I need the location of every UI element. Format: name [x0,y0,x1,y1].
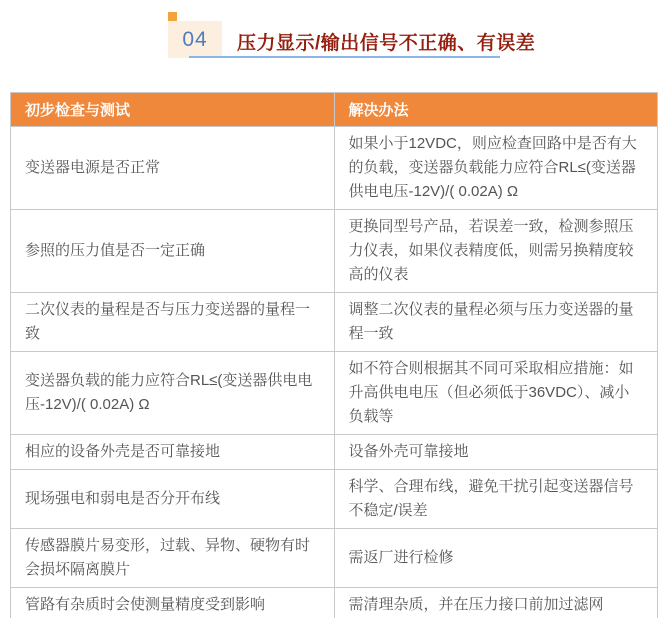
solution-cell: 如果小于12VDC，则应检查回路中是否有大的负载，变送器负载能力应符合RL≤(变送器供电电压-12V)/( 0.02A) Ω [334,127,658,210]
check-cell: 二次仪表的量程是否与压力变送器的量程一致 [11,293,335,352]
check-cell: 相应的设备外壳是否可靠接地 [11,435,335,470]
check-cell: 传感器膜片易变形，过载、异物、硬物有时会损坏隔离膜片 [11,529,335,588]
table-row [11,293,658,352]
check-cell: 现场强电和弱电是否分开布线 [11,470,335,529]
solution-cell: 需清理杂质，并在压力接口前加过滤网 [334,588,658,618]
table-row [11,529,658,588]
table-row [11,210,658,293]
page-title: 压力显示/输出信号不正确、有误差 [237,33,536,54]
check-cell: 管路有杂质时会使测量精度受到影响 [11,588,335,618]
table-row [11,352,658,435]
solution-cell: 更换同型号产品，若误差一致，检测参照压力仪表，如果仪表精度低，则需另换精度较高的仪表 [334,210,658,293]
solution-cell: 如不符合则根据其不同可采取相应措施：如升高供电电压（但必须低于36VDC）、减小负载等 [334,352,658,435]
table-row [11,588,658,618]
table-row [11,127,658,210]
solution-cell: 需返厂进行检修 [334,529,658,588]
table-row [11,470,658,529]
solution-cell: 调整二次仪表的量程必须与压力变送器的量程一致 [334,293,658,352]
troubleshooting-table [10,92,658,618]
section-number-badge: 04 [168,21,222,58]
title-underline [189,56,500,58]
badge-corner-square [168,12,177,21]
column-header-check: 初步检查与测试 [11,93,335,127]
check-cell: 参照的压力值是否一定正确 [11,210,335,293]
check-cell: 变送器电源是否正常 [11,127,335,210]
table-header-row [11,93,658,127]
section-header [0,0,666,92]
table-row [11,435,658,470]
solution-cell: 科学、合理布线，避免干扰引起变送器信号不稳定/误差 [334,470,658,529]
column-header-solution: 解决办法 [334,93,658,127]
solution-cell: 设备外壳可靠接地 [334,435,658,470]
check-cell: 变送器负载的能力应符合RL≤(变送器供电电压-12V)/( 0.02A) Ω [11,352,335,435]
